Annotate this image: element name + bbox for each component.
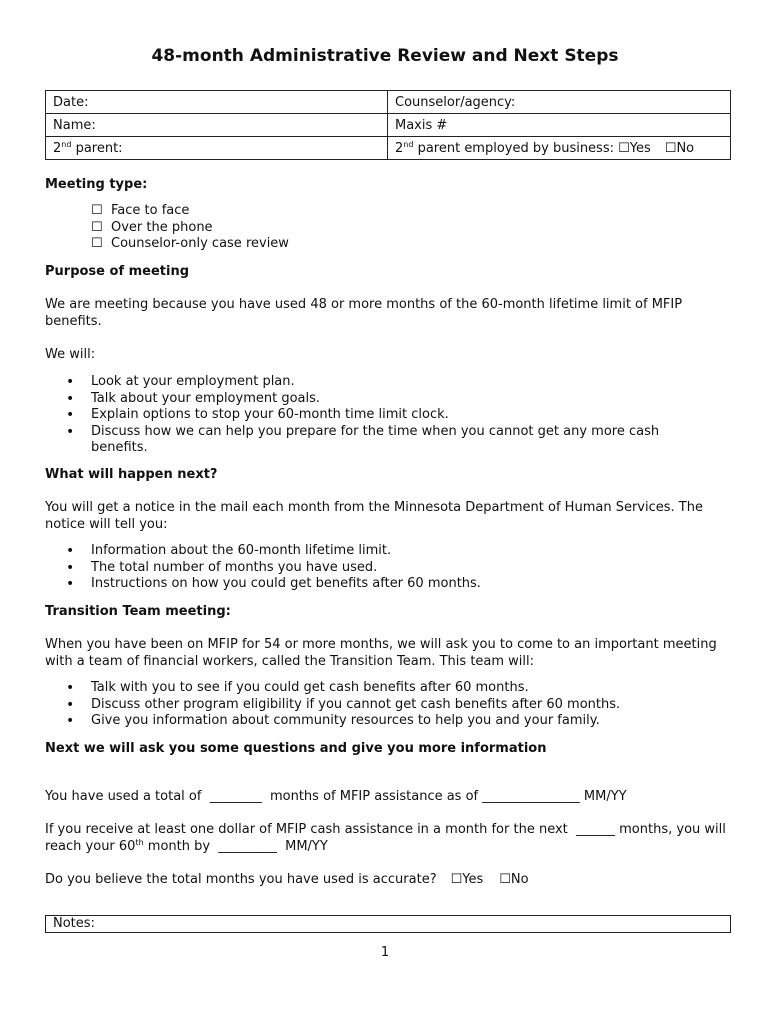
option-label: Over the phone	[111, 219, 213, 235]
we-will-label: We will:	[45, 347, 96, 362]
meeting-type-options	[91, 203, 289, 253]
header-info-table	[45, 90, 731, 160]
page-number: 1	[380, 945, 390, 960]
next-paragraph: You will get a notice in the mail each month from the Minnesota Department of Human Services. The notice will tell you:	[45, 500, 703, 532]
employed-label: parent employed by business:	[413, 140, 619, 156]
q2-text: If you receive at least one dollar of MFIP cash assistance in a month for the next ______ months, you will reach your 60	[45, 822, 731, 854]
employed-yes-checkbox[interactable]: ☐	[618, 140, 630, 156]
counselor-label: Counselor/agency:	[395, 94, 516, 110]
list-item: • Discuss other program eligibility if you cannot get cash benefits after 60 months.	[64, 697, 704, 714]
checkbox-icon[interactable]: ☐	[91, 236, 103, 251]
accurate-no-label: No	[510, 872, 529, 887]
second-parent-cell	[46, 137, 388, 160]
list-item: • Look at your employment plan.	[64, 374, 704, 391]
accuracy-question	[45, 872, 529, 887]
purpose-paragraph: We are meeting because you have used 48 or more months of the 60-month lifetime limit of MFIP benefits.	[45, 297, 683, 329]
list-item: • The total number of months you have used.	[64, 560, 704, 577]
page-title: 48-month Administrative Review and Next Steps	[151, 46, 619, 66]
purpose-bullet-list	[64, 374, 704, 457]
counselor-cell	[388, 91, 731, 114]
list-item: • Instructions on how you could get benefits after 60 months.	[64, 576, 704, 593]
date-cell	[46, 91, 388, 114]
q3-text: Do you believe the total months you have used is accurate?	[45, 872, 437, 887]
employed-no-checkbox[interactable]: ☐	[664, 140, 677, 156]
second-parent-sup: nd	[61, 139, 72, 149]
maxis-cell	[388, 114, 731, 137]
option-label: Face to face	[111, 203, 190, 218]
employed-yes-label: Yes	[629, 140, 651, 156]
meeting-type-heading: Meeting type:	[45, 177, 148, 192]
transition-heading: Transition Team meeting:	[45, 604, 231, 619]
meeting-option-phone[interactable]	[91, 220, 289, 237]
accurate-yes-label: Yes	[462, 872, 484, 887]
employed-no-label: No	[676, 140, 695, 156]
option-label: Counselor-only case review	[111, 236, 289, 251]
accurate-no-checkbox[interactable]: ☐	[499, 872, 511, 887]
meeting-option-face[interactable]	[91, 203, 289, 220]
next-bullet-list	[64, 543, 704, 593]
list-item: • Discuss how we can help you prepare for the time when you cannot get any more cash benefits.	[64, 424, 704, 457]
accurate-yes-checkbox[interactable]: ☐	[450, 872, 463, 887]
transition-paragraph: When you have been on MFIP for 54 or more months, we will ask you to come to an important meeting with a team of financial workers, called the Transition Team. This team will:	[45, 637, 717, 669]
checkbox-icon[interactable]: ☐	[91, 219, 103, 235]
employed-sup: nd	[403, 139, 414, 149]
date-label: Date:	[53, 94, 89, 110]
q2-text-end: month by _________ MM/YY	[143, 838, 328, 854]
months-used-question: You have used a total of ________ months of MFIP assistance as of _______________ MM/YY	[45, 789, 627, 804]
second-parent-prefix: 2	[53, 140, 62, 156]
list-item: • Give you information about community resources to help you and your family.	[64, 713, 704, 730]
questions-heading: Next we will ask you some questions and give you more information	[45, 741, 547, 756]
name-cell	[46, 114, 388, 137]
reach-60th-question	[45, 822, 729, 855]
list-item: • Explain options to stop your 60-month time limit clock.	[64, 407, 704, 424]
list-item: • Information about the 60-month lifetime limit.	[64, 543, 704, 560]
list-item: • Talk about your employment goals.	[64, 391, 704, 408]
notes-label: Notes:	[53, 916, 95, 931]
maxis-label: Maxis #	[395, 117, 448, 133]
notes-box[interactable]	[45, 915, 731, 933]
next-heading: What will happen next?	[45, 467, 218, 482]
q2-sup: th	[135, 837, 144, 847]
checkbox-icon[interactable]: ☐	[91, 203, 103, 218]
transition-bullet-list	[64, 680, 704, 730]
meeting-option-review[interactable]	[91, 236, 289, 253]
second-parent-label: parent:	[71, 140, 123, 156]
name-label: Name:	[53, 117, 96, 133]
employed-cell	[388, 137, 731, 160]
list-item: • Talk with you to see if you could get cash benefits after 60 months.	[64, 680, 704, 697]
purpose-heading: Purpose of meeting	[45, 264, 190, 279]
employed-prefix: 2	[395, 140, 404, 156]
